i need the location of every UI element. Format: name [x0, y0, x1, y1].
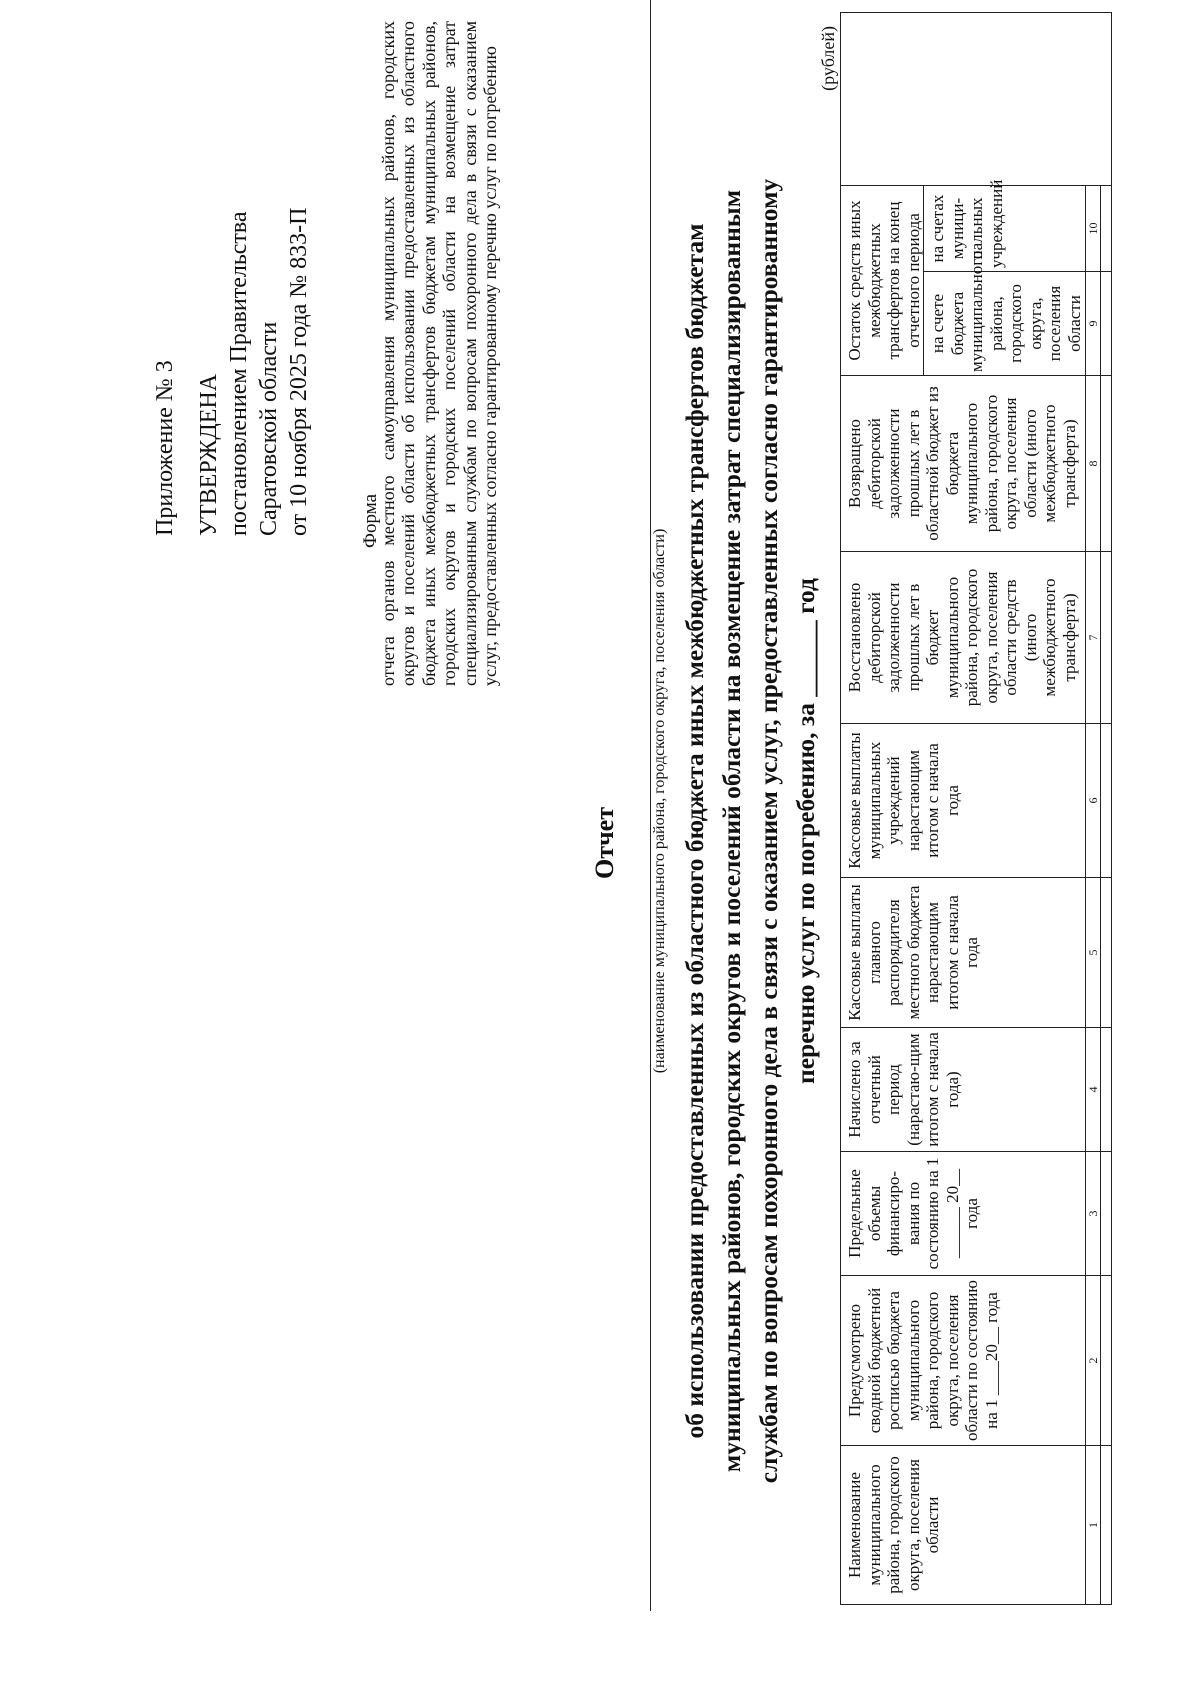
column-number: 3	[1086, 1152, 1101, 1276]
approved-line-1: постановлением Правительства	[226, 211, 252, 536]
subheader-cell: на счетах муници-пальных учреждений	[924, 186, 1086, 272]
table-header-row	[841, 13, 924, 1605]
group-header-cell: Остаток средств иных межбюджетных трансфертов на конец отчетного периода	[841, 186, 924, 376]
column-number: 2	[1086, 1276, 1101, 1446]
report-title	[676, 11, 824, 1651]
name-caption: (наименование муниципального района, городского округа, поселения области)	[651, 528, 668, 1074]
approved-line-2: Саратовской области	[256, 321, 282, 536]
empty-cell	[1101, 878, 1112, 1028]
empty-data-row	[1101, 13, 1112, 1605]
column-number: 5	[1086, 878, 1101, 1028]
report-heading: Отчет	[590, 807, 619, 879]
empty-cell	[1101, 1152, 1112, 1276]
report-title-line: перечню услуг по погребению, за ______ год	[791, 578, 820, 1084]
empty-side-cell	[841, 13, 1112, 186]
appendix-number: Приложение № 3	[152, 360, 178, 536]
column-number: 7	[1086, 552, 1101, 724]
report-title-line: муниципальных районов, городских округов и поселений области на возмещение затрат специализированным	[717, 189, 746, 1473]
subheader-cell: на счете бюджета муниципального района, городского округа, поселения области	[924, 272, 1086, 376]
approved-line-3: от 10 ноября 2025 года № 833-П	[286, 207, 312, 536]
empty-cell	[1101, 1446, 1112, 1605]
forma-description: отчета органов местного самоуправления муниципальных районов, городских округов и поселений области об использовании предоставленных из областного бюджета иных межбюджетных трансфертов бюджетам муниципальных районов, городских округов и городских поселений области на возмещение затрат специализированным службам по вопросам похоронного дела в связи с оказанием услуг, предоставленных согласно гарантированному перечню услуг по погребению	[378, 21, 501, 686]
empty-cell	[1101, 272, 1112, 376]
column-number: 1	[1086, 1446, 1101, 1605]
header-cell: Кассовые выплаты главного распорядителя местного бюджета нарастающим итогом с начала года	[841, 878, 1086, 1028]
appendix-block	[150, 36, 314, 536]
header-cell: Восстановлено дебиторской задолженности прошлых лет в бюджет муниципального района, городского округа, поселения области средств (иного межбюджетного трансферта)	[841, 552, 1086, 724]
header-cell: Возвращено дебиторской задолженности прошлых лет в областной бюджет из бюджета муниципального района, городского округа, поселения области (иного межбюджетного трансферта)	[841, 376, 1086, 552]
column-number: 6	[1086, 724, 1101, 878]
column-number-row	[1086, 13, 1101, 1605]
approved-label: УТВЕРЖДЕНА	[196, 373, 222, 536]
report-title-line: службам по вопросам похоронного дела в связи с оказанием услуг, предоставленных согласно гарантированному	[754, 178, 783, 1484]
header-cell: Кассовые выплаты муниципальных учреждений нарастающим итогом с начала года	[841, 724, 1086, 878]
units-label: (рублей)	[818, 26, 838, 91]
header-cell: Начислено за отчетный период (нарастаю-щим итогом с начала года)	[841, 1028, 1086, 1152]
column-number: 8	[1086, 376, 1101, 552]
empty-cell	[1101, 724, 1112, 878]
report-table	[840, 12, 1112, 1605]
header-cell: Наименование муниципального района, городского округа, поселения области	[841, 1446, 1086, 1605]
empty-cell	[1101, 552, 1112, 724]
empty-cell	[1101, 186, 1112, 272]
empty-cell	[1101, 1028, 1112, 1152]
empty-cell	[1101, 376, 1112, 552]
column-number: 10	[1086, 186, 1101, 272]
column-number: 4	[1086, 1028, 1101, 1152]
header-cell: Предусмотрено сводной бюджетной росписью бюджета муниципального района, городского округа, поселения области по состоянию на 1 ____20__ года	[841, 1276, 1086, 1446]
header-cell: Предельные объемы финансиро-вания по состоянию на 1 ______ 20__ года	[841, 1152, 1086, 1276]
report-title-line: об использовании предоставленных из областного бюджета иных межбюджетных трансфертов бюджетам	[680, 223, 709, 1439]
forma-title: Форма	[360, 493, 381, 549]
empty-cell	[1101, 1276, 1112, 1446]
column-number: 9	[1086, 272, 1101, 376]
